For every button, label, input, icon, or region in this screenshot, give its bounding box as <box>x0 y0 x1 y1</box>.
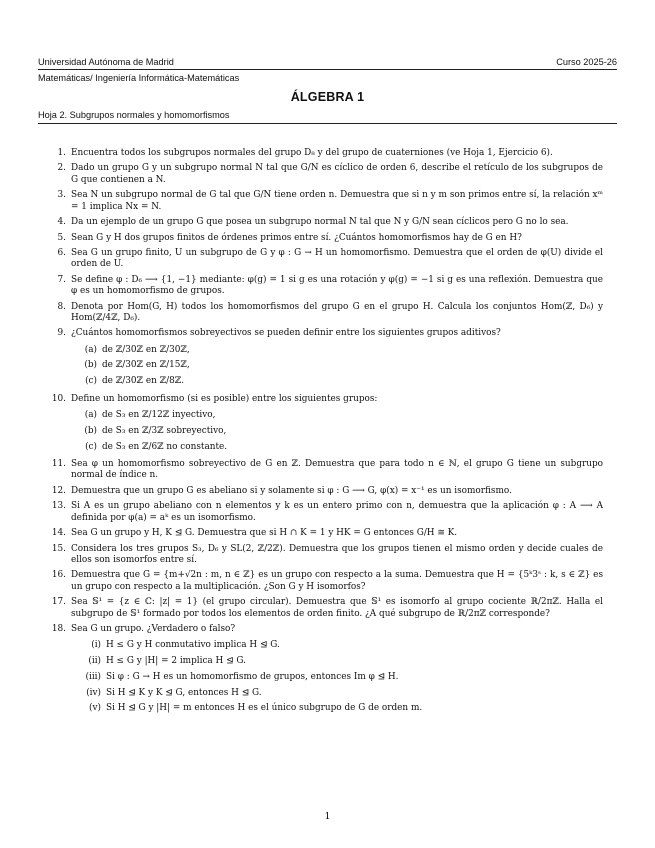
exercise-text: Define un homomorfismo (si es posible) entre los siguientes grupos: <box>71 393 378 404</box>
sub-item-list <box>71 410 603 453</box>
sub-item-label: (iv) <box>86 687 101 698</box>
exercise-item <box>38 394 603 455</box>
exercise-text: Si A es un grupo abeliano con n elementos y k es un entero primo con n, demuestra que la aplicación φ : A ⟶ A definida por φ(a) = aᵏ es un isomorfismo. <box>71 501 603 523</box>
sub-item-text: de ℤ/30ℤ en ℤ/8ℤ. <box>102 376 185 387</box>
exercise-body <box>71 302 603 325</box>
header-rule-top <box>38 69 617 70</box>
exercise-text: Dado un grupo G y un subgrupo normal N tal que G/N es cíclico de orden 6, describe el retículo de los subgrupos de G que contienen a N. <box>71 163 603 185</box>
sub-item-label: (c) <box>85 441 97 452</box>
exercise-number: 16. <box>51 570 66 581</box>
exercise-number: 3. <box>57 190 66 201</box>
exercise-text: Demuestra que un grupo G es abeliano si y solamente si φ : G ⟶ G, φ(x) = x⁻¹ es un isomorfismo. <box>71 485 512 496</box>
exercise-item <box>38 624 603 717</box>
sub-item <box>73 345 603 356</box>
exercise-item <box>38 528 603 539</box>
exercise-body <box>71 190 603 213</box>
exercise-text: ¿Cuántos homomorfismos sobreyectivos se pueden definir entre los siguientes grupos aditivos? <box>71 328 501 339</box>
exercise-number: 9. <box>57 328 66 339</box>
exercise-item <box>38 302 603 325</box>
sub-item <box>73 688 603 699</box>
exercise-body <box>71 233 603 244</box>
exercise-body <box>71 275 603 298</box>
exercise-text: Encuentra todos los subgrupos normales del grupo D₈ y del grupo de cuaterniones (ve Hoja 1, Ejercicio 6). <box>71 148 553 158</box>
header-top-row <box>38 57 617 67</box>
exercise-text: Da un ejemplo de un grupo G que posea un subgrupo normal N tal que N y G/N sean cíclicos pero G no lo sea. <box>71 217 569 228</box>
exercise-text: Sea G un grupo y H, K ⊴ G. Demuestra que si H ∩ K = 1 y HK = G entonces G/H ≅ K. <box>71 528 458 539</box>
sub-item-text: de S₃ en ℤ/3ℤ sobreyectivo, <box>102 425 227 436</box>
sub-item-text: de S₃ en ℤ/6ℤ no constante. <box>102 441 228 452</box>
exercise-body <box>71 328 603 389</box>
exercise-body <box>71 544 603 567</box>
exercise-text: Sean G y H dos grupos finitos de órdenes primos entre sí. ¿Cuántos homomorfismos hay de G en H? <box>71 232 522 243</box>
exercise-item <box>38 570 603 593</box>
exercise-text: Sea φ un homomorfismo sobreyectivo de G en ℤ. Demuestra que para todo n ∈ ℕ, el grupo G tiene un subgrupo normal de índice n. <box>71 459 603 481</box>
sub-item-label: (v) <box>89 703 101 714</box>
exercise-number: 14. <box>51 528 66 539</box>
exercise-text: Sea G un grupo finito, U un subgrupo de G y φ : G → H un homomorfismo. Demuestra que el orden de φ(U) divide el orden de U. <box>71 248 603 270</box>
exercise-text: Sea N un subgrupo normal de G tal que G/N tiene orden n. Demuestra que si n y m son primos entre sí, la relación xᵐ = 1 implica Nx = N. <box>71 190 603 212</box>
sub-item <box>73 656 603 667</box>
exercise-text: Denota por Hom(G, H) todos los homomorfismos del grupo G en el grupo H. Calcula los conjuntos Hom(ℤ, D₆) y Hom(ℤ/4ℤ, D₆). <box>71 301 603 323</box>
sub-item-text: H ≤ G y |H| = 2 implica H ⊴ G. <box>106 656 246 667</box>
exercise-number: 7. <box>57 274 66 285</box>
exercise-number: 11. <box>51 459 66 470</box>
exercise-body <box>71 394 603 455</box>
sub-item-label: (b) <box>84 360 97 371</box>
exercise-body <box>71 501 603 524</box>
exercise-number: 10. <box>51 393 66 404</box>
sub-item <box>73 360 603 371</box>
exercise-number: 5. <box>57 232 66 243</box>
document-title: ÁLGEBRA 1 <box>290 90 365 104</box>
exercise-text: Sea G un grupo. ¿Verdadero o falso? <box>71 623 236 634</box>
exercise-number: 17. <box>51 597 66 608</box>
exercise-body <box>71 248 603 271</box>
exercise-item <box>38 163 603 186</box>
sub-item-list <box>71 640 603 714</box>
exercise-item <box>38 233 603 244</box>
course-year: Curso 2025-26 <box>556 57 617 67</box>
exercise-body <box>71 148 603 159</box>
sub-item <box>73 376 603 387</box>
sub-item <box>73 442 603 453</box>
header-rule-bottom <box>38 123 617 124</box>
sub-item-text: Si H ⊴ K y K ⊴ G, entonces H ⊴ G. <box>106 687 262 698</box>
exercise-number: 12. <box>51 485 66 496</box>
sub-item-label: (iii) <box>85 671 101 682</box>
exercise-item <box>38 275 603 298</box>
exercise-item <box>38 328 603 389</box>
sub-item-text: de ℤ/30ℤ en ℤ/30ℤ, <box>102 344 190 355</box>
sub-item <box>73 640 603 651</box>
exercise-text: Demuestra que G = {m+√2n : m, n ∈ ℤ} es un grupo con respecto a la suma. Demuestra que H = {5ᵏ3ˢ : k, s ∈ ℤ} es un grupo con respecto a la multiplicación. ¿Son G y H isomorfos? <box>71 570 603 592</box>
exercise-number: 18. <box>51 623 66 634</box>
degree-name: Matemáticas/ Ingeniería Informática-Matemáticas <box>38 73 240 83</box>
exercise-text: Considera los tres grupos S₃, D₆ y SL(2, ℤ/2ℤ). Demuestra que los grupos tienen el mismo orden y decide cuales de ellos son isomorfos entre sí. <box>71 543 603 565</box>
sub-item-text: de ℤ/30ℤ en ℤ/15ℤ, <box>102 360 190 371</box>
sub-item-label: (ii) <box>88 656 101 667</box>
sub-item-text: H ≤ G y H conmutativo implica H ⊴ G. <box>106 640 280 651</box>
exercise-item <box>38 597 603 620</box>
exercise-body <box>71 528 603 539</box>
sub-item-label: (c) <box>85 376 97 387</box>
exercise-body <box>71 459 603 482</box>
exercise-number: 4. <box>57 217 66 228</box>
exercise-text: Sea 𝕊¹ = {z ∈ ℂ: |z| = 1} (el grupo circular). Demuestra que 𝕊¹ es isomorfo al grupo cociente ℝ/2πℤ. Halla el subgrupo de 𝕊¹ formado por todos los elementos de orden finito. ¿A qué subgrupo de ℝ/2πℤ corresponde? <box>71 597 603 619</box>
sub-item <box>73 703 603 714</box>
exercise-item <box>38 486 603 497</box>
university-name: Universidad Autónoma de Madrid <box>38 57 174 67</box>
exercise-item <box>38 544 603 567</box>
sub-item-label: (b) <box>84 425 97 436</box>
exercise-item <box>38 217 603 228</box>
exercise-item <box>38 248 603 271</box>
sub-item <box>73 410 603 421</box>
sub-item-label: (a) <box>84 344 97 355</box>
exercise-number: 2. <box>57 163 66 174</box>
exercise-body <box>71 486 603 497</box>
exercise-number: 13. <box>51 501 66 512</box>
exercise-item <box>38 501 603 524</box>
sub-item-text: de S₃ en ℤ/12ℤ inyectivo, <box>102 410 216 421</box>
sub-item-label: (i) <box>91 640 101 651</box>
exercise-body <box>71 163 603 186</box>
sub-item <box>73 426 603 437</box>
sub-item-label: (a) <box>84 410 97 421</box>
exercise-body <box>71 624 603 717</box>
sheet-title: Hoja 2. Subgrupos normales y homomorfismos <box>38 110 230 120</box>
exercise-number: 8. <box>57 301 66 312</box>
exercise-body <box>71 217 603 228</box>
exercise-body <box>71 570 603 593</box>
exercise-body <box>71 597 603 620</box>
exercise-number: 6. <box>57 248 66 259</box>
exercise-item <box>38 459 603 482</box>
exercise-number: 15. <box>51 543 66 554</box>
sub-item-list <box>71 345 603 388</box>
exercise-number: 1. <box>57 148 66 158</box>
sub-item <box>73 672 603 683</box>
sub-item-text: Si H ⊴ G y |H| = m entonces H es el único subgrupo de G de orden m. <box>106 703 423 714</box>
exercise-text: Se define φ : D₆ ⟶ {1, −1} mediante: φ(g) = 1 si g es una rotación y φ(g) = −1 si g es una reflexión. Demuestra que φ es un homomorfismo de grupos. <box>71 274 603 297</box>
exercise-item <box>38 148 603 159</box>
exercise-list <box>38 148 603 721</box>
exercise-item <box>38 190 603 213</box>
sub-item-text: Si φ : G → H es un homomorfismo de grupos, entonces Im φ ⊴ H. <box>106 671 399 682</box>
page-number: 1 <box>324 811 331 822</box>
